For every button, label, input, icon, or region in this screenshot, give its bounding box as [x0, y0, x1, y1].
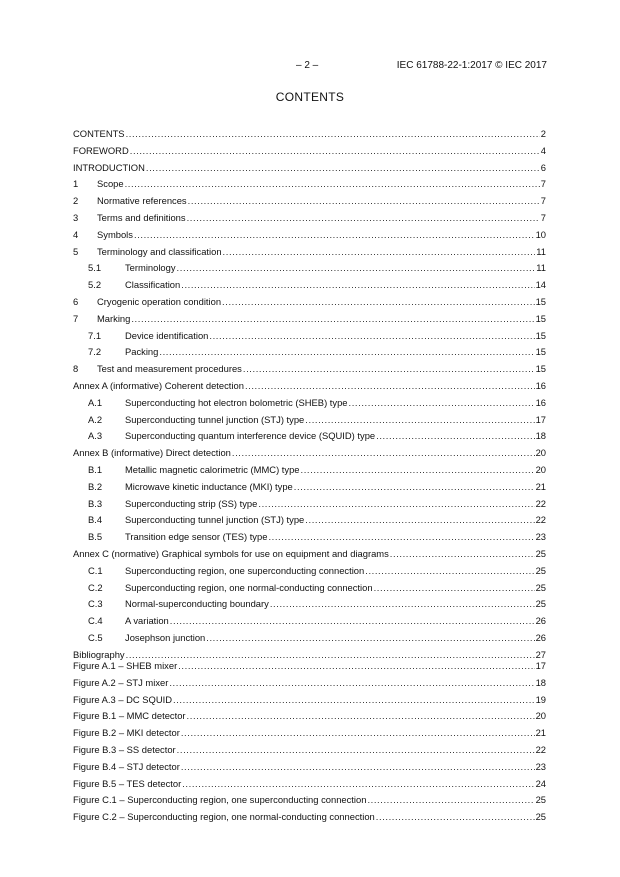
toc-entry-label: Packing	[125, 346, 159, 358]
toc-entry-label: Figure A.3 – DC SQUID	[73, 693, 172, 705]
dot-leader	[181, 277, 534, 294]
dot-leader	[170, 613, 535, 630]
toc-entry-number: B.2	[88, 480, 103, 492]
toc-entry-number: 5	[73, 245, 79, 257]
toc-entry-label: Microwave kinetic inductance (MKI) type	[125, 480, 293, 492]
toc-entry-label: Figure A.1 – SHEB mixer	[73, 660, 178, 671]
toc-entry-page: 20	[535, 447, 546, 459]
dot-leader	[365, 563, 534, 580]
toc-entry[interactable]	[73, 630, 546, 647]
toc-entry-label: Test and measurement procedures	[97, 363, 242, 375]
toc-entry[interactable]	[73, 445, 546, 462]
toc-entry-label: Bibliography	[73, 648, 125, 660]
dot-leader	[173, 692, 535, 709]
dot-leader	[159, 344, 534, 361]
toc-entry-number: A.3	[88, 430, 103, 442]
toc-entry[interactable]	[73, 596, 546, 613]
toc-entry-number: B.3	[88, 497, 103, 509]
dot-leader	[182, 776, 534, 793]
toc-entry-number: 5.1	[88, 262, 102, 274]
toc-entry-number: 7.1	[88, 329, 102, 341]
toc-entry-page: 25	[535, 564, 546, 576]
toc-entry-page: 25	[535, 794, 546, 806]
toc-entry-label: Figure B.2 – MKI detector	[73, 727, 180, 739]
toc-entry-label: Annex A (informative) Coherent detection	[73, 379, 244, 391]
toc-entry-number: 1	[73, 178, 79, 190]
toc-entry-label: Superconducting tunnel junction (STJ) type	[125, 413, 305, 425]
dot-leader	[169, 675, 534, 692]
toc-entry-label: Josephson junction	[125, 631, 206, 643]
figure-entry[interactable]	[73, 742, 546, 759]
toc-entry-number: C.2	[88, 581, 103, 593]
toc-entry-label: Superconducting quantum interference device (SQUID) type	[125, 430, 376, 442]
toc-entry[interactable]	[73, 344, 546, 361]
toc-entry-number: C.5	[88, 631, 103, 643]
toc-entry-label: A variation	[125, 615, 169, 627]
dot-leader	[232, 445, 535, 462]
dot-leader	[245, 378, 535, 395]
figure-entry[interactable]	[73, 776, 546, 793]
dot-leader	[146, 160, 540, 177]
toc-entry-page: 17	[535, 660, 546, 671]
dot-leader	[390, 546, 535, 563]
figure-entry[interactable]	[73, 708, 546, 725]
dot-leader	[349, 395, 535, 412]
figure-entry[interactable]	[73, 809, 546, 826]
toc-entry[interactable]	[73, 244, 546, 261]
toc-entry-page: 23	[535, 531, 546, 543]
toc-entry-label: Marking	[97, 312, 131, 324]
toc-entry[interactable]	[73, 260, 546, 277]
toc-entry-label: INTRODUCTION	[73, 161, 145, 173]
toc-entry[interactable]	[73, 479, 546, 496]
dot-leader	[268, 529, 534, 546]
toc-entry-label: Figure B.5 – TES detector	[73, 777, 182, 789]
figure-entry[interactable]	[73, 658, 546, 675]
toc-entry[interactable]	[73, 395, 546, 412]
toc-entry-number: 7	[73, 312, 79, 324]
toc-entry[interactable]	[73, 193, 546, 210]
toc-entry-label: Annex B (informative) Direct detection	[73, 447, 231, 459]
dot-leader	[374, 580, 535, 597]
toc-entry-number: 2	[73, 195, 79, 207]
toc-entry-page: 4	[540, 144, 546, 156]
document-reference: IEC 61788-22-1:2017 © IEC 2017	[396, 60, 547, 71]
toc-entry-number: B.5	[88, 531, 103, 543]
toc-entry-label: Figure C.1 – Superconducting region, one superconducting connection	[73, 794, 367, 806]
dot-leader	[206, 630, 534, 647]
dot-leader	[188, 193, 540, 210]
toc-entry[interactable]	[73, 361, 546, 378]
toc-entry-page: 11	[536, 245, 546, 257]
toc-entry-page: 15	[535, 346, 546, 358]
dot-leader	[223, 244, 536, 261]
page-number: – 2 –	[296, 60, 319, 71]
toc-entry-label: Figure B.3 – SS detector	[73, 743, 176, 755]
toc-entry-number: 6	[73, 295, 79, 307]
toc-entry-number: 5.2	[88, 279, 102, 291]
toc-entry-page: 18	[535, 430, 546, 442]
toc-entry-label: Normal-superconducting boundary	[125, 598, 269, 610]
figure-entry[interactable]	[73, 725, 546, 742]
toc-entry-label: Superconducting region, one normal-conducting connection	[125, 581, 373, 593]
toc-entry-page: 15	[535, 363, 546, 375]
toc-entry[interactable]	[73, 160, 546, 177]
toc-entry-label: Figure A.2 – STJ mixer	[73, 676, 169, 688]
toc-entry-label: Symbols	[97, 228, 133, 240]
toc-entry-page: 24	[535, 777, 546, 789]
toc-entry-label: Annex C (normative) Graphical symbols for use on equipment and diagrams	[73, 547, 389, 559]
toc-entry[interactable]	[73, 277, 546, 294]
page-title: CONTENTS	[275, 90, 345, 104]
toc-entry[interactable]	[73, 412, 546, 429]
dot-leader	[125, 176, 540, 193]
toc-entry-page: 26	[535, 631, 546, 643]
toc-entry-page: 20	[535, 463, 546, 475]
toc-entry-label: Superconducting hot electron bolometric (SHEB) type	[125, 396, 348, 408]
toc-entry-page: 22	[535, 497, 546, 509]
toc-entry[interactable]	[73, 496, 546, 513]
toc-entry-page: 15	[535, 329, 546, 341]
dot-leader	[130, 143, 540, 160]
toc-entry-number: B.4	[88, 514, 103, 526]
toc-entry-page: 11	[536, 262, 546, 274]
toc-entry-page: 19	[535, 693, 546, 705]
toc-entry-page: 17	[535, 413, 546, 425]
toc-entry[interactable]	[73, 126, 546, 143]
toc-entry-page: 7	[540, 195, 546, 207]
toc-entry-label: Terminology and classification	[97, 245, 222, 257]
toc-entry-number: 3	[73, 211, 79, 223]
toc-entry-page: 25	[535, 598, 546, 610]
toc-entry-page: 6	[540, 161, 546, 173]
toc-entry[interactable]	[73, 613, 546, 630]
toc-entry-label: Classification	[125, 279, 181, 291]
toc-entry-label: Superconducting region, one superconducting connection	[125, 564, 365, 576]
dot-leader	[134, 227, 535, 244]
toc-entry-label: Device identification	[125, 329, 209, 341]
toc-entry-page: 25	[535, 811, 546, 823]
toc-entry-page: 7	[540, 211, 546, 223]
toc-entry[interactable]	[73, 462, 546, 479]
toc-entry-page: 25	[535, 581, 546, 593]
toc-entry-label: FOREWORD	[73, 144, 129, 156]
toc-entry-label: CONTENTS	[73, 128, 125, 139]
toc-entry[interactable]	[73, 378, 546, 395]
dot-leader	[181, 759, 535, 776]
figure-entry[interactable]	[73, 759, 546, 776]
dot-leader	[376, 428, 534, 445]
toc-entry-page: 23	[535, 760, 546, 772]
dot-leader	[177, 742, 535, 759]
toc-entry-label: Superconducting tunnel junction (STJ) type	[125, 514, 305, 526]
dot-leader	[305, 512, 534, 529]
dot-leader	[181, 725, 535, 742]
toc-entry-page: 22	[535, 743, 546, 755]
toc-entry-number: 7.2	[88, 346, 102, 358]
dot-leader	[177, 260, 536, 277]
toc-entry[interactable]	[73, 580, 546, 597]
figure-entry[interactable]	[73, 675, 546, 692]
toc-entry-page: 18	[535, 676, 546, 688]
toc-entry-label: Metallic magnetic calorimetric (MMC) type	[125, 463, 300, 475]
toc-entry-number: 4	[73, 228, 79, 240]
table-of-contents	[73, 126, 546, 664]
dot-leader	[222, 294, 535, 311]
toc-entry-label: Scope	[97, 178, 124, 190]
toc-entry-page: 15	[535, 312, 546, 324]
toc-entry-page: 25	[535, 547, 546, 559]
toc-entry-label: Cryogenic operation condition	[97, 295, 222, 307]
toc-entry-number: A.1	[88, 396, 103, 408]
toc-entry[interactable]	[73, 428, 546, 445]
toc-entry-page: 16	[535, 379, 546, 391]
figure-entry[interactable]	[73, 792, 546, 809]
dot-leader	[376, 809, 535, 826]
toc-entry-number: C.3	[88, 598, 103, 610]
toc-entry-page: 22	[535, 514, 546, 526]
toc-entry-page: 20	[535, 710, 546, 722]
toc-entry-label: Normative references	[97, 195, 187, 207]
toc-entry[interactable]	[73, 227, 546, 244]
toc-entry-page: 21	[535, 480, 546, 492]
dot-leader	[126, 126, 540, 143]
toc-entry-label: Figure B.4 – STJ detector	[73, 760, 180, 772]
toc-entry-page: 16	[535, 396, 546, 408]
toc-entry[interactable]	[73, 563, 546, 580]
dot-leader	[294, 479, 535, 496]
dot-leader	[178, 658, 534, 675]
toc-entry[interactable]	[73, 328, 546, 345]
dot-leader	[270, 596, 535, 613]
toc-entry[interactable]	[73, 176, 546, 193]
toc-entry-label: Terms and definitions	[97, 211, 186, 223]
dot-leader	[258, 496, 534, 513]
toc-entry-page: 15	[535, 295, 546, 307]
dot-leader	[301, 462, 535, 479]
dot-leader	[305, 412, 534, 429]
toc-entry[interactable]	[73, 294, 546, 311]
toc-entry[interactable]	[73, 210, 546, 227]
dot-leader	[131, 311, 534, 328]
toc-entry-label: Terminology	[125, 262, 176, 274]
toc-entry[interactable]	[73, 512, 546, 529]
toc-entry-page: 10	[535, 228, 546, 240]
toc-entry-label: Figure B.1 – MMC detector	[73, 710, 186, 722]
toc-entry-label: Superconducting strip (SS) type	[125, 497, 258, 509]
toc-entry-number: 8	[73, 363, 79, 375]
toc-entry[interactable]	[73, 311, 546, 328]
toc-entry-page: 26	[535, 615, 546, 627]
toc-entry-number: B.1	[88, 463, 103, 475]
toc-entry-page: 7	[540, 178, 546, 190]
dot-leader	[243, 361, 535, 378]
toc-entry-page: 27	[535, 648, 546, 660]
dot-leader	[209, 328, 534, 345]
toc-entry-number: C.1	[88, 564, 103, 576]
toc-entry-page: 14	[535, 279, 546, 291]
toc-entry-number: A.2	[88, 413, 103, 425]
page-header	[0, 60, 620, 74]
toc-entry[interactable]	[73, 529, 546, 546]
list-of-figures	[73, 658, 546, 826]
toc-entry-number: C.4	[88, 615, 103, 627]
toc-entry-page: 21	[535, 727, 546, 739]
dot-leader	[367, 792, 534, 809]
figure-entry[interactable]	[73, 692, 546, 709]
toc-entry-page: 2	[540, 128, 546, 139]
toc-entry-label: Transition edge sensor (TES) type	[125, 531, 268, 543]
toc-entry[interactable]	[73, 546, 546, 563]
toc-entry[interactable]	[73, 143, 546, 160]
dot-leader	[187, 708, 535, 725]
dot-leader	[187, 210, 540, 227]
toc-entry-label: Figure C.2 – Superconducting region, one normal-conducting connection	[73, 811, 375, 823]
